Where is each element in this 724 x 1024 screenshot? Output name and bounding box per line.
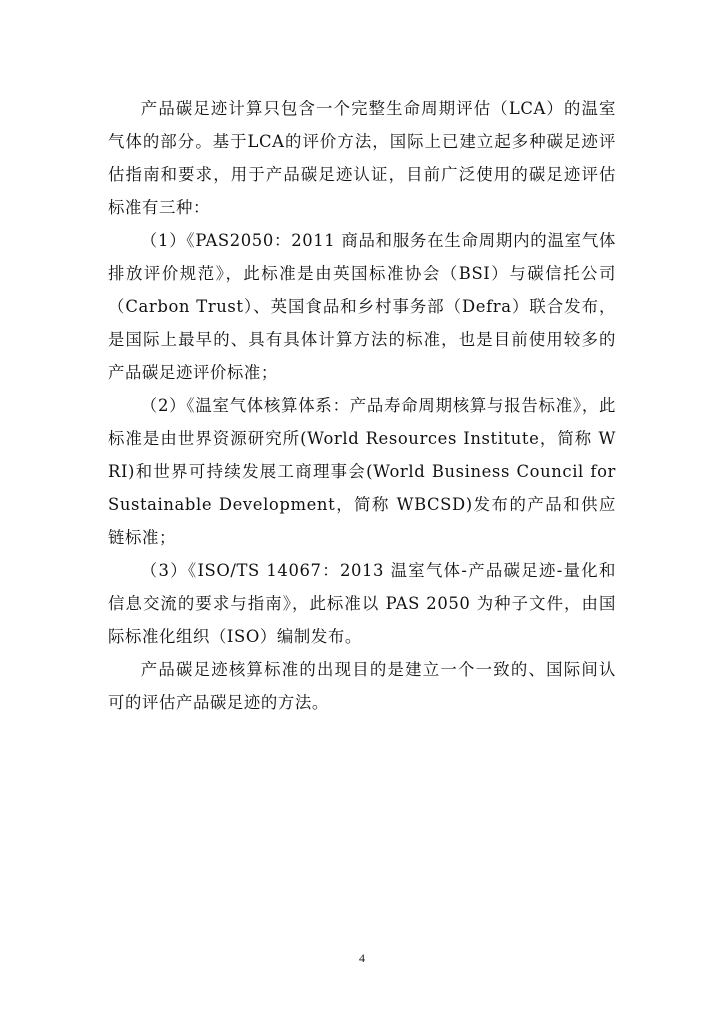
paragraph-standard-iso14067: （3）《ISO/TS 14067：2013 温室气体-产品碳足迹-量化和信息交流的要求与指南》，此标准以 PAS 2050 为种子文件，由国际标准化组织（ISO）编制发布。 (108, 561, 616, 646)
paragraph-standard-pas2050: （1）《PAS2050：2011 商品和服务在生命周期内的温室气体排放评价规范》，此标准是由英国标准协会（BSI）与碳信托公司（Carbon Trust）、英国食品和乡村事务部（Defra）联合发布，是国际上最早的、具有具体计算方法的标准，也是目前使用较多的产品碳足迹评价标准； (108, 231, 616, 382)
paragraph-conclusion: 产品碳足迹核算标准的出现目的是建立一个一致的、国际间认可的评估产品碳足迹的方法。 (108, 660, 616, 712)
body-text (108, 92, 616, 719)
page-number: 4 (359, 951, 365, 965)
paragraph-standard-ghg-protocol: （2）《温室气体核算体系：产品寿命周期核算与报告标准》，此标准是由世界资源研究所(World Resources Institute，简称 WRI)和世界可持续发展工商理事会(World Business Council for Sustainable Development，简称 WBCSD)发布的产品和供应链标准； (108, 396, 616, 547)
paragraph-intro: 产品碳足迹计算只包含一个完整生命周期评估（LCA）的温室气体的部分。基于LCA的评价方法，国际上已建立起多种碳足迹评估指南和要求，用于产品碳足迹认证，目前广泛使用的碳足迹评估标准有三种： (108, 99, 616, 217)
